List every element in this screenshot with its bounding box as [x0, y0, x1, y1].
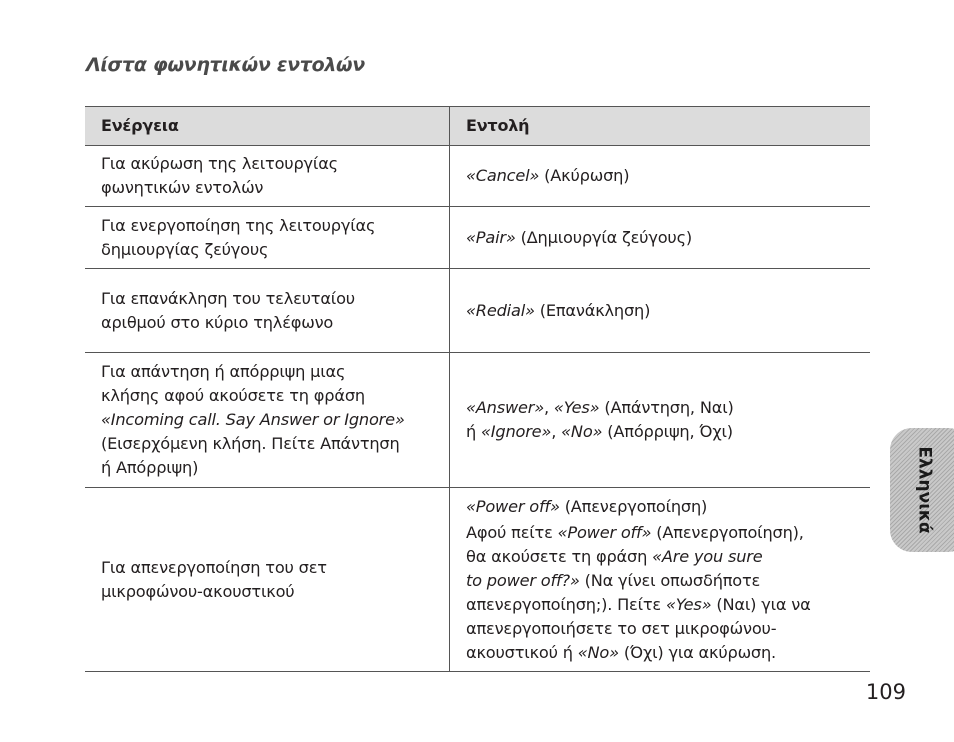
command-keyword: to power off?»	[466, 570, 580, 590]
text-line	[466, 521, 862, 545]
text-line	[466, 495, 862, 519]
text-line	[466, 569, 862, 593]
text-line	[101, 360, 441, 384]
text-line	[466, 617, 862, 641]
page-title: Λίστα φωνητικών εντολών	[86, 54, 365, 76]
action-line: Για επανάκληση του τελευταίου	[101, 288, 355, 308]
action-line: Για απενεργοποίηση του σετ	[101, 557, 327, 577]
text-line	[466, 164, 862, 188]
text-segment: Αφού πείτε	[466, 522, 558, 542]
command-keyword: «Incoming call. Say Answer or Ignore»	[101, 410, 405, 429]
text-segment: ,	[551, 422, 562, 441]
text-line	[466, 545, 862, 569]
text-line	[466, 641, 862, 665]
action-line: Για ακύρωση της λειτουργίας	[101, 154, 338, 173]
command-keyword: «Yes»	[665, 594, 712, 614]
action-cell	[85, 269, 450, 353]
command-keyword: «Power off»	[557, 522, 652, 542]
table-row	[85, 353, 870, 488]
text-segment: (Εισερχόμενη κλήση. Πείτε Απάντηση	[101, 434, 400, 453]
action-cell	[85, 207, 450, 269]
action-line: Για ενεργοποίηση της λειτουργίας	[101, 215, 376, 235]
text-segment: (Απόρριψη, Όχι)	[602, 422, 733, 441]
text-segment: θα ακούσετε τη φράση	[466, 546, 653, 566]
command-keyword: «Redial»	[466, 300, 535, 320]
command-cell	[450, 146, 871, 207]
command-keyword: «Pair»	[466, 227, 516, 247]
action-cell	[85, 146, 450, 207]
header-action: Ενέργεια	[85, 107, 450, 146]
text-line	[466, 396, 862, 420]
command-keyword: «No»	[577, 642, 619, 662]
text-segment: (Ακύρωση)	[539, 166, 630, 185]
command-keyword: «No»	[561, 422, 603, 441]
table-header-row	[85, 107, 870, 146]
command-keyword: «Are you sure	[652, 546, 763, 566]
command-keyword: «Answer»	[466, 398, 545, 417]
command-cell	[450, 269, 871, 353]
text-line	[466, 299, 862, 323]
table-row	[85, 146, 870, 207]
text-line	[466, 226, 862, 250]
command-first-paragraph	[466, 495, 862, 519]
text-segment: ακουστικού ή	[466, 642, 578, 662]
action-cell	[85, 488, 450, 672]
voice-commands-table	[85, 106, 870, 672]
command-keyword: «Ignore»	[481, 422, 552, 441]
language-side-tab-label: Ελληνικά	[915, 446, 936, 534]
text-segment: (Επανάκληση)	[534, 300, 651, 320]
language-side-tab-label-wrap	[900, 428, 950, 552]
text-segment: ή Απόρριψη)	[101, 458, 199, 477]
command-cell	[450, 488, 871, 672]
table-row	[85, 207, 870, 269]
text-line	[101, 456, 441, 480]
header-command: Εντολή	[450, 107, 871, 146]
text-segment: (Απενεργοποίηση)	[559, 496, 708, 516]
action-line: φωνητικών εντολών	[101, 178, 264, 197]
text-segment: (Όχι) για ακύρωση.	[618, 642, 776, 662]
text-line	[101, 432, 441, 456]
text-line	[101, 408, 441, 432]
table-row	[85, 269, 870, 353]
text-segment: απενεργοποιήσετε το σετ μικροφώνου-	[466, 618, 777, 638]
text-line	[466, 420, 862, 444]
text-segment: ,	[544, 398, 554, 417]
action-cell	[85, 353, 450, 488]
command-cell	[450, 207, 871, 269]
command-cell	[450, 353, 871, 488]
text-segment: (Απενεργοποίηση),	[651, 522, 804, 542]
text-segment: Για απάντηση ή απόρριψη μιας	[101, 362, 346, 381]
text-segment: (Απάντηση, Ναι)	[599, 398, 734, 417]
text-line	[101, 384, 441, 408]
command-keyword: «Yes»	[553, 398, 600, 417]
command-keyword: «Cancel»	[466, 166, 540, 185]
text-segment: (Δημιουργία ζεύγους)	[515, 227, 693, 247]
command-keyword: «Power off»	[466, 496, 560, 516]
text-segment: (Να γίνει οπωσδήποτε	[579, 570, 761, 590]
text-segment: απενεργοποίηση;). Πείτε	[466, 594, 666, 614]
action-line: αριθμού στο κύριο τηλέφωνο	[101, 312, 334, 332]
action-line: δημιουργίας ζεύγους	[101, 239, 269, 259]
text-segment: κλήσης αφού ακούσετε τη φράση	[101, 386, 365, 405]
command-second-paragraph	[466, 521, 862, 665]
page-number: 109	[865, 680, 906, 704]
table-row	[85, 488, 870, 672]
action-line: μικροφώνου-ακουστικού	[101, 581, 295, 601]
text-segment: (Ναι) για να	[711, 594, 811, 614]
text-segment: ή	[466, 422, 482, 441]
text-line	[466, 593, 862, 617]
